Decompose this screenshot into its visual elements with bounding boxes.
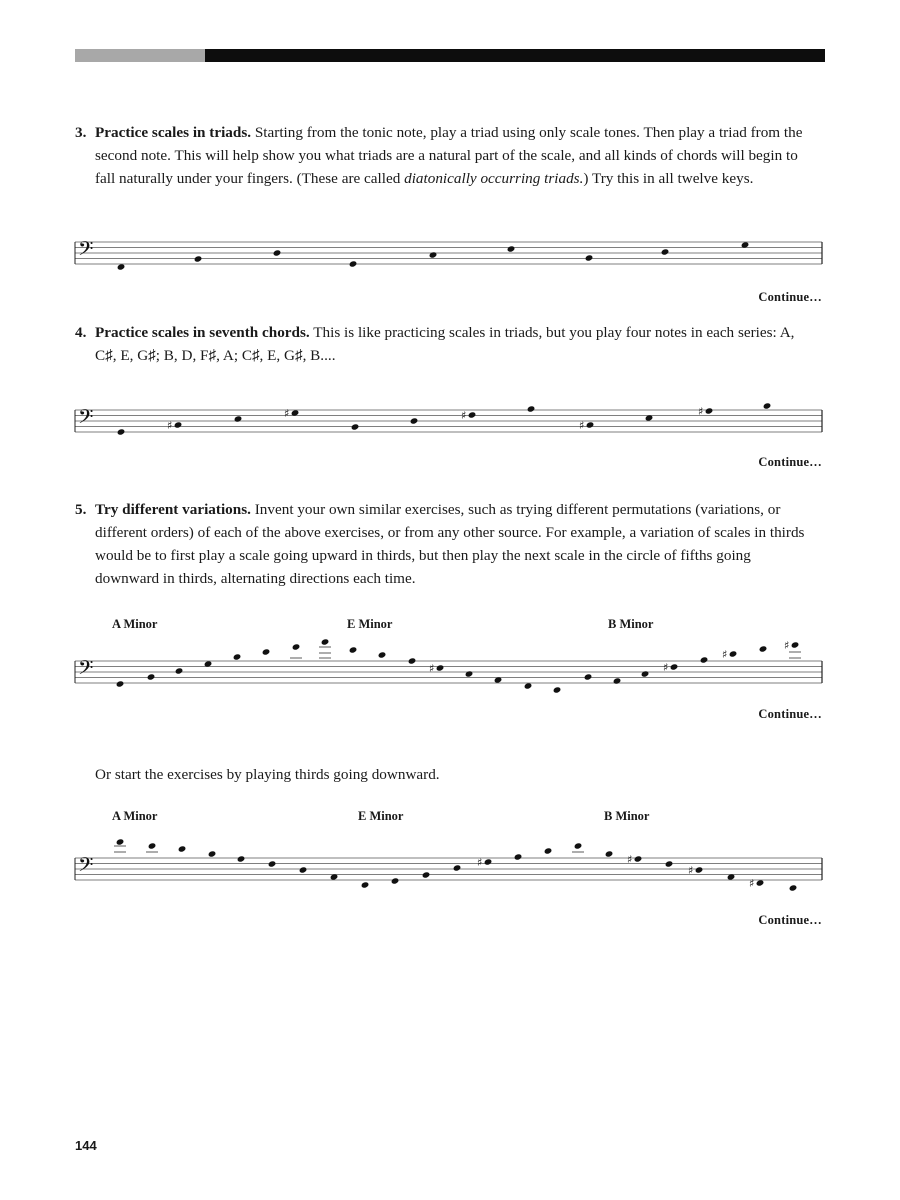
note-head: [661, 248, 670, 255]
item-title: Practice scales in seventh chords.: [95, 324, 310, 341]
note-head: [585, 254, 594, 261]
note-head: [321, 638, 330, 645]
note-head: [175, 667, 184, 674]
key-label-a-minor: A Minor: [112, 809, 158, 823]
note-head: [553, 686, 562, 693]
staff-example-4: [75, 838, 822, 891]
note-head: [116, 838, 125, 845]
note-head: [705, 407, 714, 414]
note-head: [791, 641, 800, 648]
key-label-e-minor: E Minor: [347, 617, 393, 631]
note-head: [468, 411, 477, 418]
downward-note-text: Or start the exercises by playing thirds going downward.: [95, 766, 440, 783]
item-text: Invent your own similar exercises, such as trying different permutations (variations, or different orders) of each of the above exercises, or from any other source. For example, a variation of scales in thirds would be to first play a scale going upward in thirds, but then play the next scale in the circle of fifths going downward in thirds, alternating directions each time.: [95, 501, 805, 587]
bass-clef-icon: 𝄢: [78, 853, 94, 881]
key-label-a-minor: A Minor: [112, 617, 158, 631]
key-label-e-minor: E Minor: [358, 809, 404, 823]
note-head: [527, 405, 536, 412]
note-head: [695, 866, 704, 873]
note-head: [524, 682, 533, 689]
note-head: [349, 646, 358, 653]
note-head: [233, 653, 242, 660]
note-head: [574, 842, 583, 849]
note-head: [436, 664, 445, 671]
note-head: [208, 850, 217, 857]
note-head: [700, 656, 709, 663]
continue-label: Continue…: [758, 707, 822, 721]
note-head: [670, 663, 679, 670]
continue-label: Continue…: [758, 913, 822, 927]
note-head: [117, 263, 126, 270]
key-label-b-minor: B Minor: [604, 809, 650, 823]
note-head: [117, 428, 126, 435]
note-head: [429, 251, 438, 258]
sharp-icon: ♯: [784, 639, 790, 652]
note-head: [147, 673, 156, 680]
note-head: [178, 845, 187, 852]
item-number: 4.: [75, 324, 87, 341]
staff-example-2: [75, 402, 822, 435]
item-title: Practice scales in triads.: [95, 124, 252, 141]
note-head: [234, 415, 243, 422]
note-head: [453, 864, 462, 871]
note-head: [759, 645, 768, 652]
sharp-icon: ♯: [627, 853, 633, 866]
sharp-icon: ♯: [579, 419, 585, 432]
note-head: [262, 648, 271, 655]
item-number: 5.: [75, 501, 87, 518]
sharp-icon: ♯: [698, 405, 704, 418]
page-number: 144: [75, 1138, 97, 1153]
continue-label: Continue…: [758, 290, 822, 304]
note-head: [507, 245, 516, 252]
note-head: [665, 860, 674, 867]
note-head: [174, 421, 183, 428]
note-head: [584, 673, 593, 680]
note-head: [148, 842, 157, 849]
sharp-icon: ♯: [722, 648, 728, 661]
item-text-end: ) Try this in all twelve keys.: [583, 170, 754, 187]
sharp-icon: ♯: [749, 877, 755, 890]
note-head: [729, 650, 738, 657]
continue-label: Continue…: [758, 455, 822, 469]
note-head: [349, 260, 358, 267]
key-label-b-minor: B Minor: [608, 617, 654, 631]
note-head: [634, 855, 643, 862]
note-head: [514, 853, 523, 860]
note-head: [361, 881, 370, 888]
bass-clef-icon: 𝄢: [78, 237, 94, 265]
note-head: [613, 677, 622, 684]
note-head: [605, 850, 614, 857]
sharp-icon: ♯: [477, 856, 483, 869]
item-title: Try different variations.: [95, 501, 251, 518]
note-head: [763, 402, 772, 409]
sharp-icon: ♯: [663, 661, 669, 674]
bass-clef-icon: 𝄢: [78, 405, 94, 433]
sharp-icon: ♯: [461, 409, 467, 422]
sharp-icon: ♯: [688, 864, 694, 877]
note-head: [410, 417, 419, 424]
bass-clef-icon: 𝄢: [78, 656, 94, 684]
note-head: [237, 855, 246, 862]
note-head: [299, 866, 308, 873]
note-head: [484, 858, 493, 865]
note-head: [422, 871, 431, 878]
note-head: [756, 879, 765, 886]
sharp-icon: ♯: [429, 662, 435, 675]
note-head: [408, 657, 417, 664]
note-head: [116, 680, 125, 687]
staff-example-1: [75, 237, 822, 271]
note-head: [351, 423, 360, 430]
note-head: [292, 643, 301, 650]
sharp-icon: ♯: [284, 407, 290, 420]
note-head: [273, 249, 282, 256]
note-head: [194, 255, 203, 262]
note-head: [544, 847, 553, 854]
item-text: This is like practicing scales in triads, but you play four notes in each series: A, C♯, E, G♯; B, D, F♯, A; C♯, E, G♯, B....: [95, 324, 795, 364]
note-head: [465, 670, 474, 677]
note-head: [378, 651, 387, 658]
note-head: [391, 877, 400, 884]
note-head: [268, 860, 277, 867]
item-text: Starting from the tonic note, play a triad using only scale tones. Then play a triad from the second note. This will help show you what triads are a natural part of the scale, and all kinds of chords will begin to fall naturally under your fingers. (These are called: [95, 124, 803, 187]
note-head: [641, 670, 650, 677]
note-head: [789, 884, 798, 891]
sharp-icon: ♯: [167, 419, 173, 432]
item-emphasis: diatonically occurring triads.: [404, 170, 584, 187]
item-number: 3.: [75, 124, 87, 141]
staff-example-3: [75, 638, 822, 693]
note-head: [586, 421, 595, 428]
